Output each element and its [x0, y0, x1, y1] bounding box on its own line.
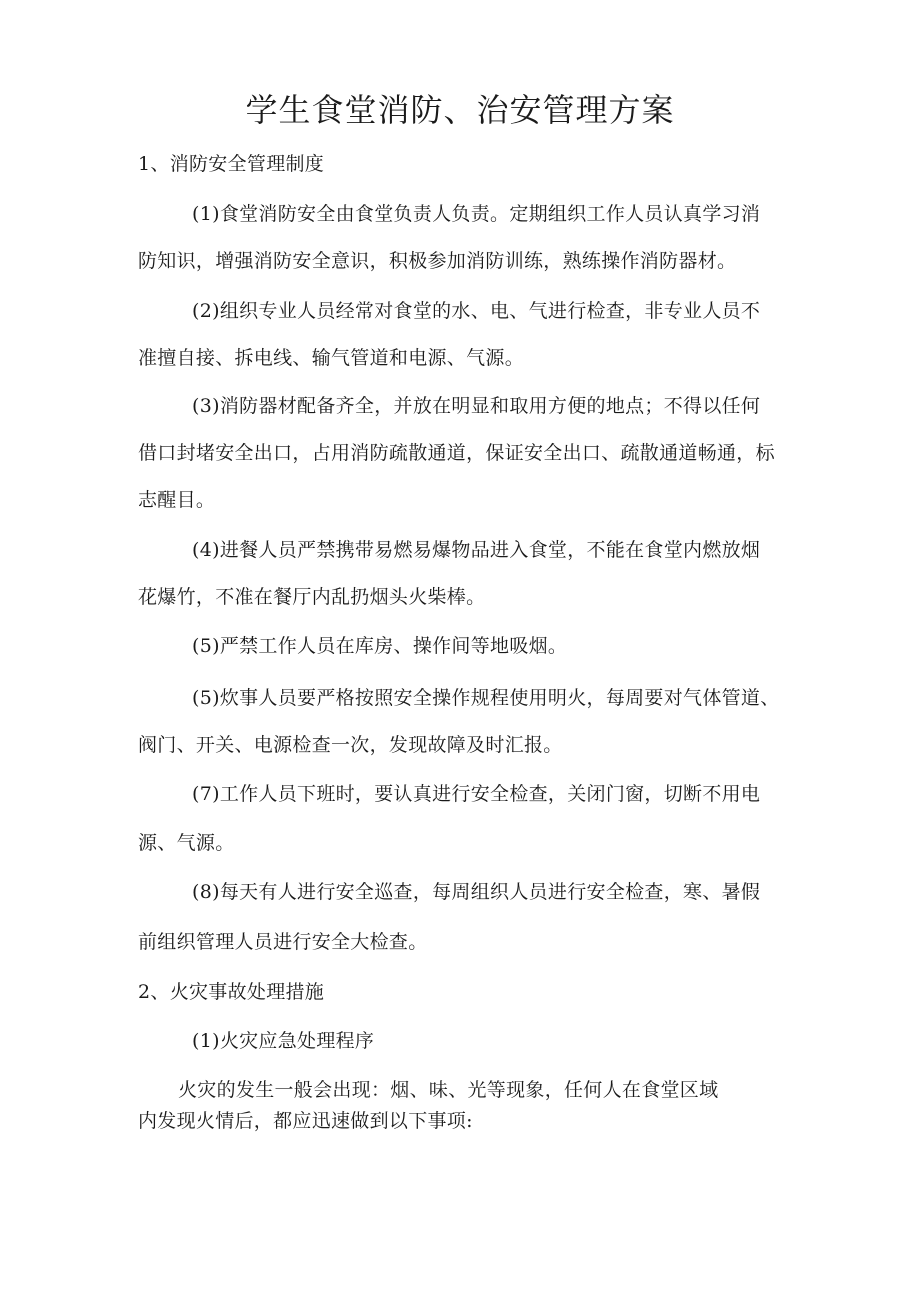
item-4-line-1: (4)进餐人员严禁携带易燃易爆物品进入食堂，不能在食堂内燃放烟: [192, 539, 761, 561]
item-3-line-2: 借口封堵安全出口，占用消防疏散通道，保证安全出口、疏散通道畅通，标: [138, 442, 775, 464]
paragraph-line-1: 火灾的发生一般会出现：烟、味、光等现象，任何人在食堂区域: [178, 1079, 719, 1101]
subsection-emergency-procedure: (1)火灾应急处理程序: [192, 1030, 375, 1052]
section-heading-fire-response: 2、火灾事故处理措施: [138, 981, 325, 1003]
item-3-line-3: 志醒目。: [138, 489, 216, 511]
item-1-line-2: 防知识，增强消防安全意识，积极参加消防训练，熟练操作消防器材。: [138, 250, 737, 272]
item-5-line-1: (5)严禁工作人员在库房、操作间等地吸烟。: [192, 635, 568, 657]
section-heading-fire-safety: 1、消防安全管理制度: [138, 153, 325, 175]
paragraph-line-2: 内发现火情后，都应迅速做到以下事项:: [138, 1110, 473, 1132]
page-title: 学生食堂消防、治安管理方案: [245, 91, 675, 129]
item-4-line-2: 花爆竹，不准在餐厅内乱扔烟头火柴棒。: [138, 586, 486, 608]
item-8-line-2: 前组织管理人员进行安全大检查。: [138, 931, 428, 953]
item-2-line-2: 准擅自接、拆电线、输气管道和电源、气源。: [138, 347, 525, 369]
item-6-line-1: (5)炊事人员要严格按照安全操作规程使用明火，每周要对气体管道、: [192, 687, 780, 709]
item-6-line-2: 阀门、开关、电源检查一次，发现故障及时汇报。: [138, 734, 563, 756]
item-8-line-1: (8)每天有人进行安全巡查，每周组织人员进行安全检查，寒、暑假: [192, 881, 761, 903]
item-2-line-1: (2)组织专业人员经常对食堂的水、电、气进行检查，非专业人员不: [192, 300, 761, 322]
item-7-line-2: 源、气源。: [138, 832, 235, 854]
item-3-line-1: (3)消防器材配备齐全，并放在明显和取用方便的地点；不得以任何: [192, 395, 761, 417]
item-7-line-1: (7)工作人员下班时，要认真进行安全检查，关闭门窗，切断不用电: [192, 783, 761, 805]
item-1-line-1: (1)食堂消防安全由食堂负责人负责。定期组织工作人员认真学习消: [192, 203, 761, 225]
